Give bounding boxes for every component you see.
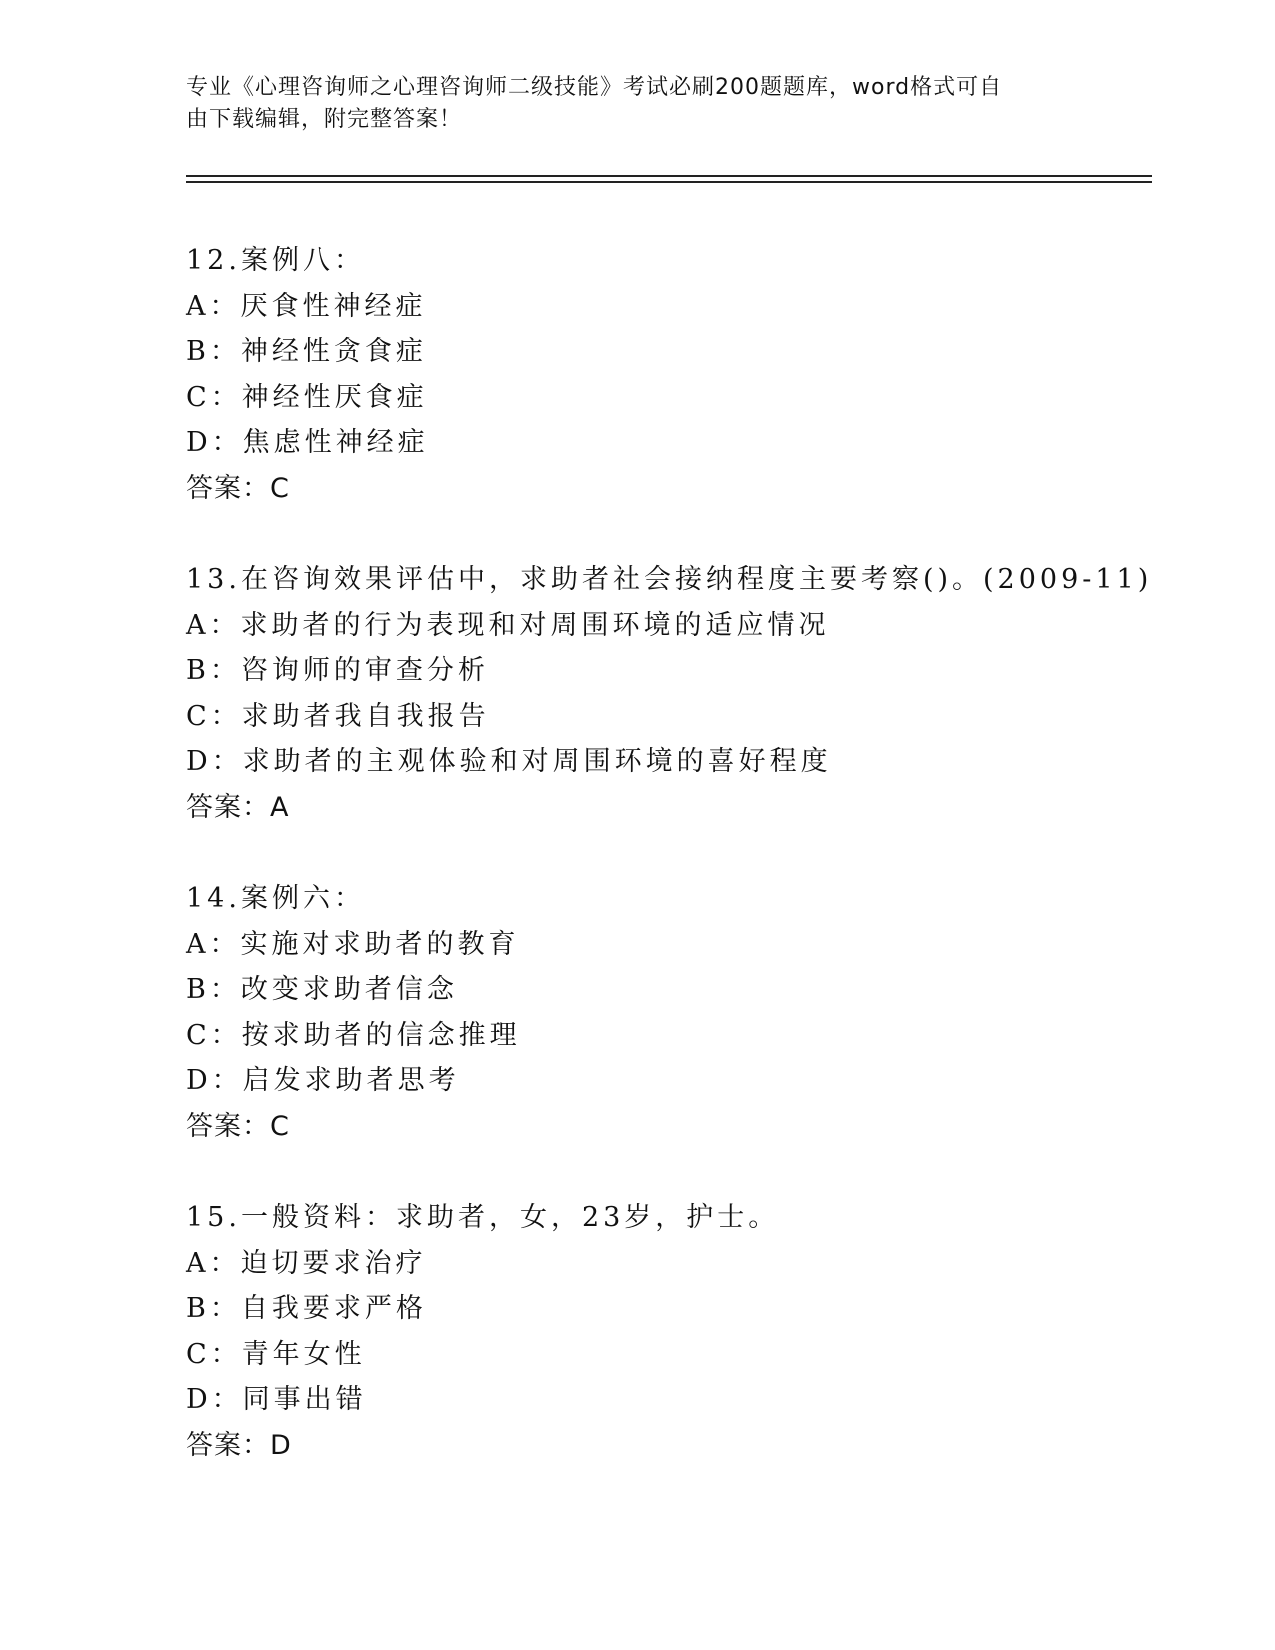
question-stem: 15.一般资料：求助者，女，23岁，护士。 bbox=[186, 1202, 780, 1233]
option-d: D：焦虑性神经症 bbox=[186, 427, 429, 458]
option-c: C：求助者我自我报告 bbox=[186, 700, 490, 732]
answer-line: 答案：A bbox=[186, 791, 290, 823]
header-divider-top bbox=[186, 175, 1152, 177]
header-divider-bottom bbox=[186, 181, 1152, 183]
option-a: A：求助者的行为表现和对周围环境的适应情况 bbox=[186, 609, 830, 641]
question-stem: 14.案例六： bbox=[186, 883, 365, 914]
option-a: A：厌食性神经症 bbox=[186, 290, 427, 322]
question-13 bbox=[186, 557, 1152, 830]
option-a: A：迫切要求治疗 bbox=[186, 1247, 427, 1279]
answer-line: 答案：C bbox=[186, 472, 290, 504]
question-stem: 13.在咨询效果评估中，求助者社会接纳程度主要考察()。(2009-11) bbox=[186, 564, 1153, 595]
option-d: D：同事出错 bbox=[186, 1384, 367, 1415]
answer-line: 答案：D bbox=[186, 1429, 292, 1461]
header-line-2: 由下载编辑，附完整答案！ bbox=[186, 107, 463, 132]
question-15 bbox=[186, 1195, 1152, 1468]
option-c: C：神经性厌食症 bbox=[186, 381, 428, 413]
question-list bbox=[186, 238, 1152, 1514]
question-stem: 12.案例八： bbox=[186, 245, 365, 276]
option-b: B：神经性贪食症 bbox=[186, 336, 427, 367]
document-header bbox=[186, 72, 1066, 136]
option-c: C：按求助者的信念推理 bbox=[186, 1019, 521, 1051]
option-b: B：咨询师的审查分析 bbox=[186, 655, 489, 686]
option-d: D：求助者的主观体验和对周围环境的喜好程度 bbox=[186, 746, 832, 777]
answer-line: 答案：C bbox=[186, 1110, 290, 1142]
header-line-1: 专业《心理咨询师之心理咨询师二级技能》考试必刷200题题库，word格式可自 bbox=[186, 75, 1003, 100]
option-a: A：实施对求助者的教育 bbox=[186, 928, 520, 960]
option-b: B：改变求助者信念 bbox=[186, 974, 458, 1005]
option-c: C：青年女性 bbox=[186, 1338, 366, 1370]
question-14 bbox=[186, 876, 1152, 1149]
question-12 bbox=[186, 238, 1152, 511]
option-d: D：启发求助者思考 bbox=[186, 1065, 460, 1096]
option-b: B：自我要求严格 bbox=[186, 1293, 427, 1324]
